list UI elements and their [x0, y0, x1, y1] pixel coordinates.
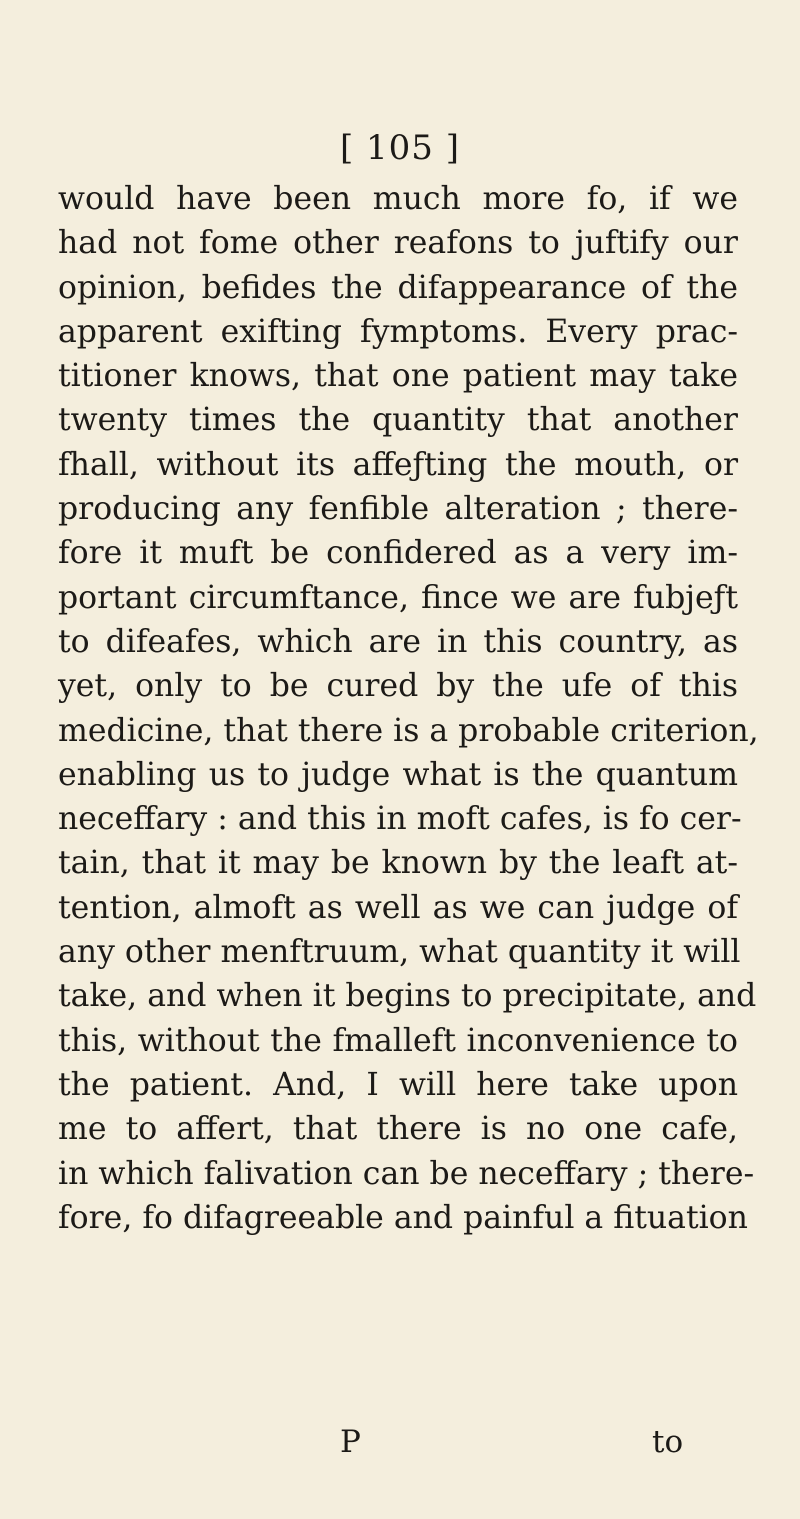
text-line: to difeafes, which are in this country, as — [58, 623, 738, 660]
text-line: fhall, without its affeƒting the mouth, or — [58, 446, 738, 483]
text-line: apparent exifting fymptoms. Every prac- — [58, 313, 738, 350]
page-number: [ 105 ] — [339, 128, 461, 168]
text-line: neceffary : and this in moft cafes, is fo cer- — [58, 801, 742, 838]
text-line: yet, only to be cured by the ufe of this — [58, 668, 738, 705]
text-line: medicine, that there is a probable criterion, — [58, 712, 759, 749]
text-line: in which falivation can be neceffary ; there- — [58, 1155, 755, 1192]
text-line: would have been much more fo, if we — [58, 181, 738, 217]
catchword: to — [652, 1424, 684, 1460]
text-line: twenty times the quantity that another — [58, 402, 738, 439]
text-line: the patient. And, I will here take upon — [58, 1066, 738, 1103]
page-footer — [0, 1420, 800, 1464]
body-text — [58, 177, 759, 1240]
text-line: enabling us to judge what is the quantum — [58, 756, 738, 793]
signature-mark: P — [340, 1424, 361, 1460]
text-line: take, and when it begins to precipitate, and — [58, 978, 757, 1015]
text-line: opinion, befides the difappearance of the — [58, 269, 738, 306]
text-line: tention, almoft as well as we can judge of — [58, 889, 738, 926]
text-line: this, without the fmalleft inconvenience to — [58, 1022, 738, 1059]
text-line: me to affert, that there is no one cafe, — [58, 1111, 738, 1148]
text-line: tain, that it may be known by the leaft at- — [58, 845, 738, 882]
text-line: producing any fenfible alteration ; there- — [58, 491, 738, 528]
text-line: titioner knows, that one patient may take — [58, 358, 738, 395]
text-line: portant circumftance, fince we are fubjeƒt — [58, 579, 738, 616]
text-line: had not fome other reafons to juftify our — [58, 225, 738, 262]
text-line: fore it muft be confidered as a very im- — [58, 535, 738, 572]
text-line: any other menftruum, what quantity it will — [58, 934, 741, 971]
text-line: fore, fo difagreeable and painful a fituation — [58, 1199, 748, 1236]
